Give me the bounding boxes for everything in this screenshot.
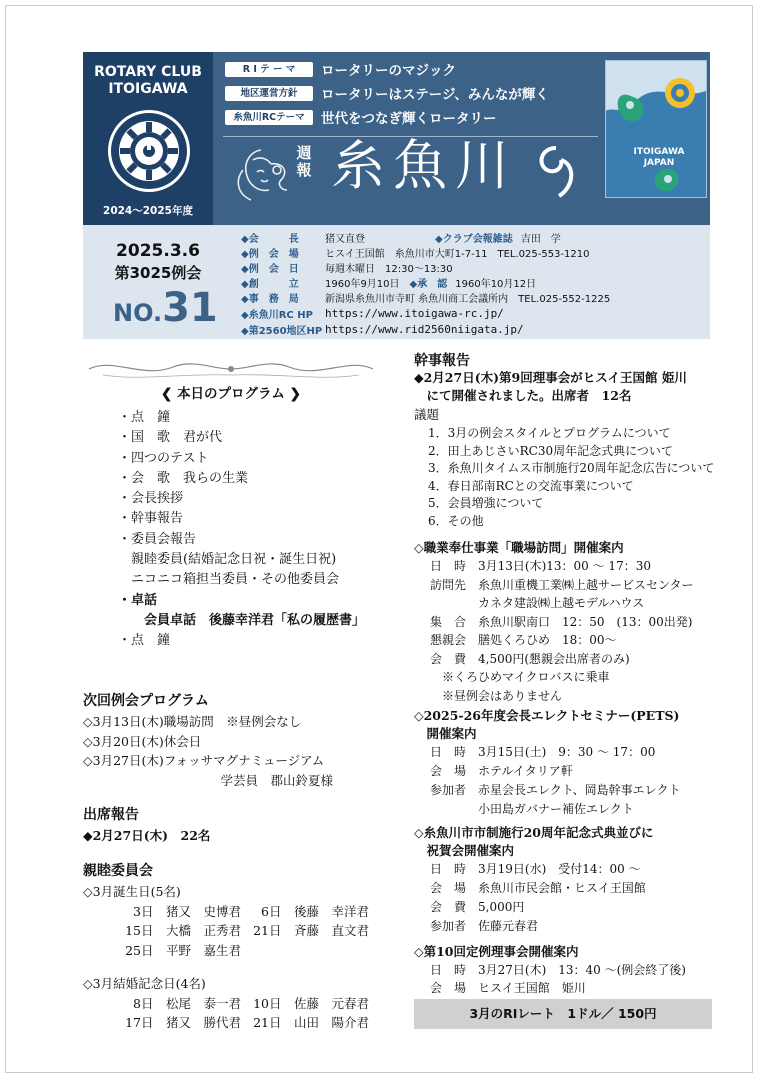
birthday-row (83, 921, 383, 941)
anniversary-title: ◇3月結婚記念日(4名) (83, 976, 206, 991)
ceremony-line: 参加者 佐藤元春君 (430, 919, 539, 933)
theme-row-club (225, 108, 497, 126)
issue-number-prefix: NO. (113, 299, 163, 327)
next-meeting-line: ◇3月20日(木)休会日 (83, 733, 202, 749)
vocational-line: ※くろひめマイクロバスに乗車 (430, 670, 610, 684)
meeting-number: 第3025例会 (114, 264, 202, 282)
info-value: 毎週木曜日 12:30～13:30 (325, 264, 453, 275)
anniversary-entry: 10日 佐藤 元春君 (253, 995, 369, 1011)
next-meeting-line: ◇3月27日(木)フォッサマグナミュージアム (83, 753, 325, 768)
program-item: ・委員会報告 (118, 531, 197, 547)
info-row-president (241, 230, 610, 245)
program-item: ・四つのテスト (118, 450, 209, 466)
agenda-item: 5．会員増強について (428, 496, 544, 510)
issue-date: 2025.3.6 (116, 241, 200, 261)
fellowship-section (83, 860, 383, 1033)
pets-section (414, 707, 714, 819)
program-item: ・点 鐘 (118, 633, 171, 649)
program-item: ・点 鐘 (118, 410, 171, 425)
issue-number (113, 285, 218, 331)
theme-row-ri (225, 60, 456, 78)
flag-text-itoigawa: ITOIGAWA (633, 147, 685, 157)
program-item: ・幹事報告 (118, 511, 184, 527)
board-meeting-title: ◇第10回定例理事会開催案内 (414, 944, 579, 959)
agenda-item: 3．糸魚川タイムス市制施行20周年記念広告について (428, 461, 715, 475)
next-meeting-line: ◇3月13日(木)職場訪問 ※昼例会なし (83, 714, 302, 729)
fiscal-year: 2024～2025年度 (103, 205, 193, 217)
theme-value: ロータリーのマジック (321, 63, 456, 79)
program-item: ニコニコ箱担当委員・その他委員会 (118, 572, 340, 588)
attendance-line: ◆2月27日(木) 22名 (83, 828, 211, 843)
vocational-line: ※昼例会はありません (430, 688, 563, 703)
right-column (414, 350, 714, 530)
info-row-hp (241, 305, 610, 321)
info-row-venue (241, 245, 610, 260)
info-value: 1960年9月10日 (325, 279, 400, 290)
ceremony-line: 会 費 5,000円 (430, 900, 525, 914)
info-label: ◆例 会 場 (241, 249, 299, 260)
birthday-row (83, 941, 383, 961)
info-label: ◆クラブ会報雑誌 (435, 234, 513, 245)
birthday-row (83, 902, 383, 922)
info-label: ◆事 務 局 (241, 294, 299, 305)
birthday-entry: 25日 平野 嘉生君 (125, 942, 241, 958)
board-meeting-line: 日 時 3月27日(木) 13：40 ～(例会終了後) (430, 963, 686, 977)
theme-label: 地区運営方針 (225, 86, 313, 101)
next-meeting-line: 学芸員 郡山鈴夏様 (83, 772, 334, 788)
ri-exchange-rate-box: 3月のRIレート 1ドル／ 150円 (414, 999, 712, 1029)
vocational-line: 集 合 糸魚川駅南口 12：50 (13：00出発) (430, 614, 693, 629)
program-list (118, 408, 365, 652)
district-homepage-link[interactable]: https://www.rid2560niigata.jp/ (325, 322, 524, 336)
theme-row-district (225, 84, 549, 102)
next-meeting-section (83, 690, 383, 790)
anniversary-entry: 17日 猪又 勝代君 (125, 1015, 241, 1030)
flag-text-japan: JAPAN (643, 158, 675, 168)
anniversary-entry: 21日 山田 陽介君 (253, 1015, 369, 1030)
secretary-report-title: 幹事報告 (414, 353, 470, 369)
info-row-day (241, 260, 610, 275)
newsletter-title: 糸魚川 (331, 134, 517, 197)
vocational-title: ◇職業奉仕事業「職場訪問」開催案内 (414, 540, 624, 555)
club-homepage-link[interactable]: https://www.itoigawa-rc.jp/ (325, 306, 504, 320)
vocational-line: 懇親会 膳処くろひめ 18：00～ (430, 633, 617, 647)
theme-value: 世代をつなぎ輝くロータリー (321, 111, 497, 127)
birthday-entry: 3日 猪又 史博君 (133, 903, 241, 919)
next-meeting-title: 次回例会プログラム (83, 693, 209, 709)
vocational-line: 会 費 4,500円(懇親会出席者のみ) (430, 651, 630, 666)
agenda-list (414, 425, 714, 530)
anniversary-entry: 8日 松尾 泰一君 (133, 995, 241, 1011)
info-value: ヒスイ王国館 糸魚川市大町1-7-11 TEL.025-553-1210 (325, 249, 590, 260)
birthday-entry: 21日 斉藤 直文君 (253, 923, 369, 938)
pets-line: 日 時 3月15日(土) 9：30 ～ 17：00 (430, 745, 656, 759)
theme-label: R I テ ー マ (225, 62, 313, 77)
ceremony-title: 祝賀会開催案内 (414, 843, 515, 858)
pets-title: ◇2025-26年度会長エレクトセミナー(PETS) (414, 708, 680, 723)
agenda-title: 議題 (414, 407, 440, 422)
agenda-item: 2．田上あじさいRC30周年記念式典について (428, 443, 673, 458)
pets-line: 小田島ガバナー補佐エレクト (430, 802, 634, 816)
ceremony-line: 会 場 糸魚川市民会館・ヒスイ王国館 (430, 881, 646, 895)
ceremony-line: 日 時 3月19日(水) 受付14：00 ～ (430, 862, 641, 876)
birthday-title: ◇3月誕生日(5名) (83, 884, 181, 899)
club-info-list (241, 230, 610, 337)
ceremony-details (414, 860, 714, 936)
info-label: ◆承 認 (409, 279, 448, 290)
weekly-label: 週報 (296, 144, 312, 179)
program-ornament-divider (83, 355, 379, 383)
birthday-entry: 15日 大橋 正秀君 (125, 923, 241, 938)
attendance-title: 出席報告 (83, 807, 139, 823)
anniversary-row (83, 994, 383, 1014)
vocational-visit-section (414, 538, 714, 705)
info-value: 1960年10月12日 (455, 279, 537, 290)
attendance-section (83, 804, 383, 846)
pets-title: 開催案内 (414, 726, 477, 741)
secretary-report-line: ◆2月27日(木)第9回理事会がヒスイ王国館 姫川 (414, 370, 687, 385)
info-row-district-hp (241, 321, 610, 337)
vocational-details (414, 557, 714, 705)
rotary-emblem-icon (106, 108, 192, 194)
ceremony-title: ◇糸魚川市市制施行20周年記念式典並びに (414, 825, 654, 840)
info-value: 吉田 学 (520, 234, 561, 245)
info-value: 新潟県糸魚川市寺町 糸魚川商工会議所内 TEL.025-552-1225 (325, 294, 611, 305)
program-item: ・会 歌 我らの生業 (118, 470, 249, 486)
birthday-entry: 6日 後藤 幸洋君 (261, 903, 369, 919)
program-title: ❮ 本日のプログラム ❯ (161, 386, 301, 402)
anniversary-row (83, 1013, 383, 1033)
program-item: ・卓話 (118, 592, 158, 608)
ceremony-section (414, 824, 714, 936)
club-flag-art (606, 61, 706, 197)
info-row-founded (241, 275, 610, 290)
theme-value: ロータリーはステージ、みんなが輝く (321, 87, 549, 103)
issue-number-value: 31 (162, 285, 218, 331)
agenda-item: 1．3月の例会スタイルとプログラムについて (428, 426, 671, 440)
board-meeting-details (414, 961, 714, 997)
pets-line: 会 場 ホテルイタリア軒 (430, 764, 573, 778)
goddess-illustration-icon (231, 140, 293, 206)
program-item: 親睦委員(結婚記念日祝・誕生日祝) (118, 552, 337, 568)
club-name-line2: ITOIGAWA (108, 81, 188, 97)
info-label: ◆会 長 (241, 234, 299, 245)
theme-label: 糸魚川RCテーマ (225, 110, 313, 125)
board-meeting-line: 会 場 ヒスイ王国館 姫川 (430, 981, 586, 995)
vocational-line: 日 時 3月13日(木)13：00 ～ 17：30 (430, 559, 651, 573)
club-flag-image (605, 60, 707, 198)
board-meeting-section (414, 942, 714, 997)
program-item: ・会長挨拶 (118, 491, 184, 507)
info-row-office (241, 290, 610, 305)
info-label: ◆創 立 (241, 279, 299, 290)
info-label: ◆例 会 日 (241, 264, 299, 275)
agenda-item: 6．その他 (428, 513, 484, 528)
vocational-line: 訪問先 糸魚川重機工業㈱上越サービスセンター (430, 577, 694, 592)
program-item: ・国 歌 君が代 (118, 430, 223, 446)
program-item: 会員卓話 後藤幸洋君「私の履歴書」 (118, 612, 366, 628)
club-name (83, 64, 213, 98)
info-value: 猪又直登 (325, 234, 365, 245)
program-title-text: 本日のプログラム (177, 386, 285, 402)
info-label: ◆糸魚川RC HP (241, 309, 313, 321)
club-name-line1: ROTARY CLUB (94, 64, 202, 80)
info-label: ◆第2560地区HP (241, 325, 323, 337)
issue-info-band (83, 225, 710, 339)
magatama-swirl-icon (531, 142, 581, 204)
agenda-item: 4．春日部南RCとの交流事業について (428, 478, 634, 493)
pets-line: 参加者 赤星会長エレクト、岡島幹事エレクト (430, 783, 681, 797)
fellowship-title: 親睦委員会 (83, 863, 153, 879)
pets-details (414, 743, 714, 819)
secretary-report-line: にて開催されました。出席者 12名 (414, 388, 632, 403)
club-badge-panel (83, 52, 213, 225)
vocational-line: カネタ建設㈱上越モデルハウス (430, 596, 645, 610)
